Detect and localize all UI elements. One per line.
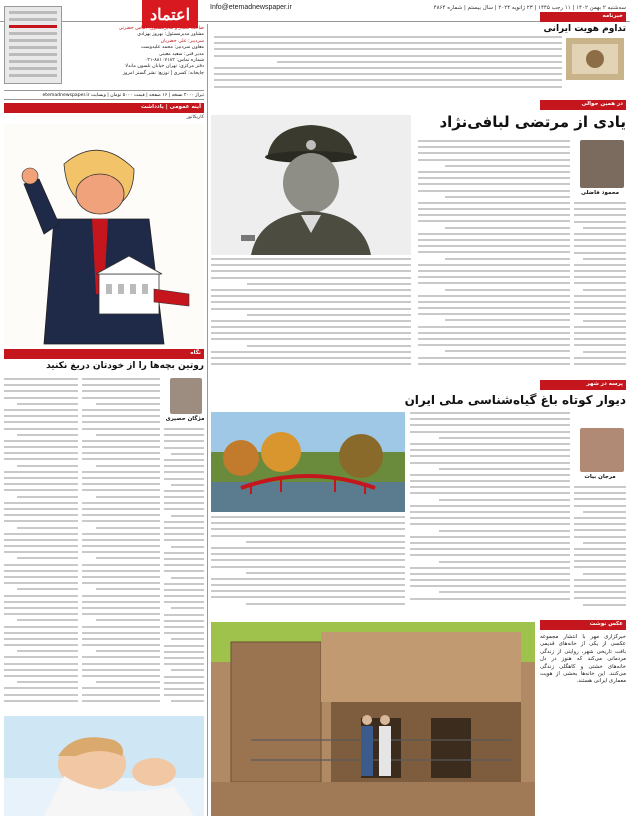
credit-line: معاون سردبیر: محمد علیدوست	[140, 45, 204, 51]
photo-essay-caption: خبرگزاری مهر با انتشار مجموعه عکسی از یکی از خانه‌های قدیمی بافت تاریخی شهر، روایتی از زندگی مردمانی می‌کند که هنوز در دل خانه‌های خشتی و کاهگلی زندگی می‌کنند. این خانه‌ها بخشی از هویت معماری ایرانی هستند.	[540, 634, 626, 685]
credit-line: مدیر فنی: سعید معینی	[158, 51, 204, 57]
section-tag-main: در همین حوالی	[540, 100, 626, 110]
author-photo	[580, 140, 624, 188]
column-divider	[207, 24, 208, 816]
section-tag-bottom: عکس نوشت	[540, 620, 626, 630]
masthead	[0, 0, 630, 22]
middle-article-body-under-photo	[211, 516, 405, 616]
cartoon-caption: کاریکاتور	[186, 115, 204, 120]
soldier-portrait-photo	[211, 115, 411, 255]
middle-article-body-col-2	[410, 412, 570, 616]
section-tag-right-top: خبرنامه	[540, 12, 626, 22]
masthead-email[interactable]: Info@etemadnewspaper.ir	[210, 4, 292, 11]
section-tag-middle: پرسه در شهر	[540, 380, 626, 390]
author-name: محمود فاضلی	[580, 190, 620, 196]
left-article-title: روتین بچه‌ها را از خودتان دریغ نکنید	[46, 361, 204, 371]
left-article-body-col-2	[82, 378, 160, 713]
credit-line: سردبیر: علی خضریان	[160, 38, 204, 44]
main-article-body-col-2	[418, 140, 570, 376]
cartoon-illustration	[4, 124, 204, 346]
masthead-date-line: سه‌شنبه ۲ بهمن ۱۴۰۲ | ۱۱ رجب ۱۴۴۵ | ۲۳ ژانویه ۲۰۲۴ | سال بیستم | شماره ۴۸۶۴	[433, 5, 626, 11]
right-top-body	[214, 36, 562, 96]
publication-info-strip: تیراژ ۲۰۰۰ نسخه | ۱۶ صفحه | قیمت ۵۰۰۰ تومان | وبسایت etemadnewspaper.ir	[4, 90, 204, 100]
sleeping-child-photo	[4, 716, 204, 816]
author-name: مژگان حصیری	[165, 416, 205, 422]
mud-brick-house-photo	[211, 622, 535, 816]
middle-article-title: دیوار کوتاه باغ گیاه‌شناسی ملی ایران	[404, 393, 626, 407]
credit-line: مشاور مدیرمسئول: بهروز بهزادی	[137, 32, 204, 38]
front-page-thumbnail	[4, 6, 62, 84]
left-article-body-col-1	[4, 378, 78, 713]
main-article-body-under-photo	[211, 258, 411, 376]
main-article-title: یادی از مرتضی لبافی‌نژاد	[439, 113, 626, 131]
section-tag-left-2: نگاه	[4, 349, 204, 359]
newspaper-logo: اعتماد	[142, 0, 198, 28]
middle-article-body-col-1	[574, 486, 626, 616]
author-photo	[170, 378, 202, 414]
botanical-garden-photo	[211, 412, 405, 512]
right-top-title: تداوم هویت ایرانی	[543, 24, 626, 34]
author-photo	[580, 428, 624, 472]
section-tag-left: آینه عمومی | یادداشت	[4, 103, 204, 113]
left-article-body-col-3	[164, 428, 204, 713]
cultural-brief-photo	[566, 38, 624, 80]
credit-line: شماره تماس: ۸۸۱۰۷۱۸۲-۰۲۱	[144, 58, 204, 64]
author-name: مرجان بیات	[584, 474, 616, 480]
credit-line: صاحب امتیاز و مدیرمسئول: الیاس حضرتی	[118, 26, 204, 31]
main-article-body-col-1	[574, 202, 626, 376]
credit-line: دفتر مرکزی: تهران خیابان نلسون ماندلا	[125, 64, 204, 70]
credit-line: چاپخانه: کسری | توزیع: نشر گستر امروز	[122, 70, 204, 76]
